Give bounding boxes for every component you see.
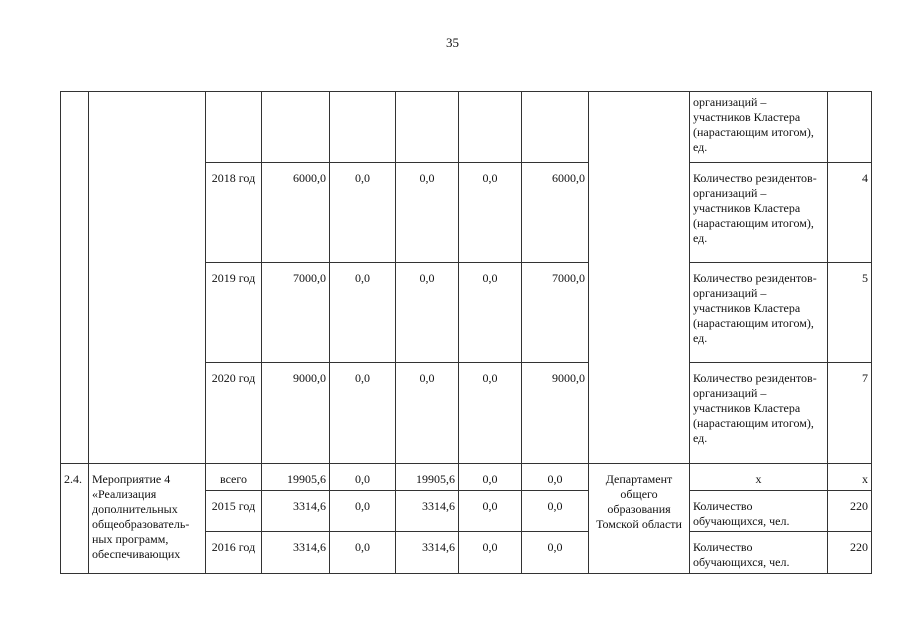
- year-cell: 2018 год: [206, 163, 262, 263]
- page-number: 35: [446, 35, 459, 50]
- year-cell: 2019 год: [206, 263, 262, 363]
- amount-cell: [330, 92, 396, 163]
- amount-cell: 0,0: [522, 532, 589, 574]
- amount-cell: 0,0: [459, 491, 522, 532]
- amount-cell: 0,0: [459, 163, 522, 263]
- amount-cell: 0,0: [396, 363, 459, 464]
- total-cell: 3314,6: [262, 491, 330, 532]
- total-cell: 6000,0: [262, 163, 330, 263]
- amount-cell: 0,0: [330, 532, 396, 574]
- amount-cell: 7000,0: [522, 263, 589, 363]
- indicator-value-cell: 7: [828, 363, 872, 464]
- indicator-value-cell: [828, 92, 872, 163]
- code-cell: 2.4.: [61, 464, 89, 574]
- department-cell: Департамент общего образования Томской области: [589, 464, 690, 574]
- total-cell: 3314,6: [262, 532, 330, 574]
- indicator-cell: Количество обучающихся, чел.: [690, 491, 828, 532]
- amount-cell: 0,0: [459, 532, 522, 574]
- event-cell: [89, 92, 206, 464]
- year-cell: 2016 год: [206, 532, 262, 574]
- year-cell: 2015 год: [206, 491, 262, 532]
- amount-cell: 0,0: [459, 464, 522, 491]
- amount-cell: 0,0: [330, 363, 396, 464]
- indicator-value-cell: x: [828, 464, 872, 491]
- amount-cell: [396, 92, 459, 163]
- amount-cell: 0,0: [330, 491, 396, 532]
- event-cell: Мероприятие 4 «Реализация дополнительных общеобразователь-ных программ, обеспечивающих: [89, 464, 206, 574]
- indicator-value-cell: 5: [828, 263, 872, 363]
- department-cell: [589, 92, 690, 464]
- total-cell: 7000,0: [262, 263, 330, 363]
- indicator-value-cell: 4: [828, 163, 872, 263]
- amount-cell: 3314,6: [396, 491, 459, 532]
- amount-cell: 0,0: [330, 464, 396, 491]
- table-row: [61, 92, 872, 163]
- year-cell: 2020 год: [206, 363, 262, 464]
- amount-cell: 6000,0: [522, 163, 589, 263]
- indicator-cell: Количество резидентов-организаций – участников Кластера (нарастающим итогом), ед.: [690, 363, 828, 464]
- indicator-cell: Количество резидентов-организаций – участников Кластера (нарастающим итогом), ед.: [690, 163, 828, 263]
- amount-cell: 0,0: [396, 263, 459, 363]
- total-cell: 19905,6: [262, 464, 330, 491]
- amount-cell: 19905,6: [396, 464, 459, 491]
- amount-cell: 0,0: [522, 464, 589, 491]
- indicator-cell: организаций – участников Кластера (нарастающим итогом), ед.: [690, 92, 828, 163]
- indicator-value-cell: 220: [828, 532, 872, 574]
- year-cell: [206, 92, 262, 163]
- indicator-cell: x: [690, 464, 828, 491]
- indicator-cell: Количество резидентов-организаций – участников Кластера (нарастающим итогом), ед.: [690, 263, 828, 363]
- indicator-value-cell: 220: [828, 491, 872, 532]
- amount-cell: 0,0: [396, 163, 459, 263]
- amount-cell: 9000,0: [522, 363, 589, 464]
- total-cell: 9000,0: [262, 363, 330, 464]
- amount-cell: [459, 92, 522, 163]
- program-table: [60, 91, 872, 574]
- indicator-cell: Количество обучающихся, чел.: [690, 532, 828, 574]
- amount-cell: [522, 92, 589, 163]
- amount-cell: 0,0: [330, 263, 396, 363]
- amount-cell: 3314,6: [396, 532, 459, 574]
- code-cell: [61, 92, 89, 464]
- amount-cell: 0,0: [459, 363, 522, 464]
- table-row: [61, 464, 872, 491]
- amount-cell: 0,0: [459, 263, 522, 363]
- amount-cell: 0,0: [522, 491, 589, 532]
- year-cell: всего: [206, 464, 262, 491]
- amount-cell: 0,0: [330, 163, 396, 263]
- total-cell: [262, 92, 330, 163]
